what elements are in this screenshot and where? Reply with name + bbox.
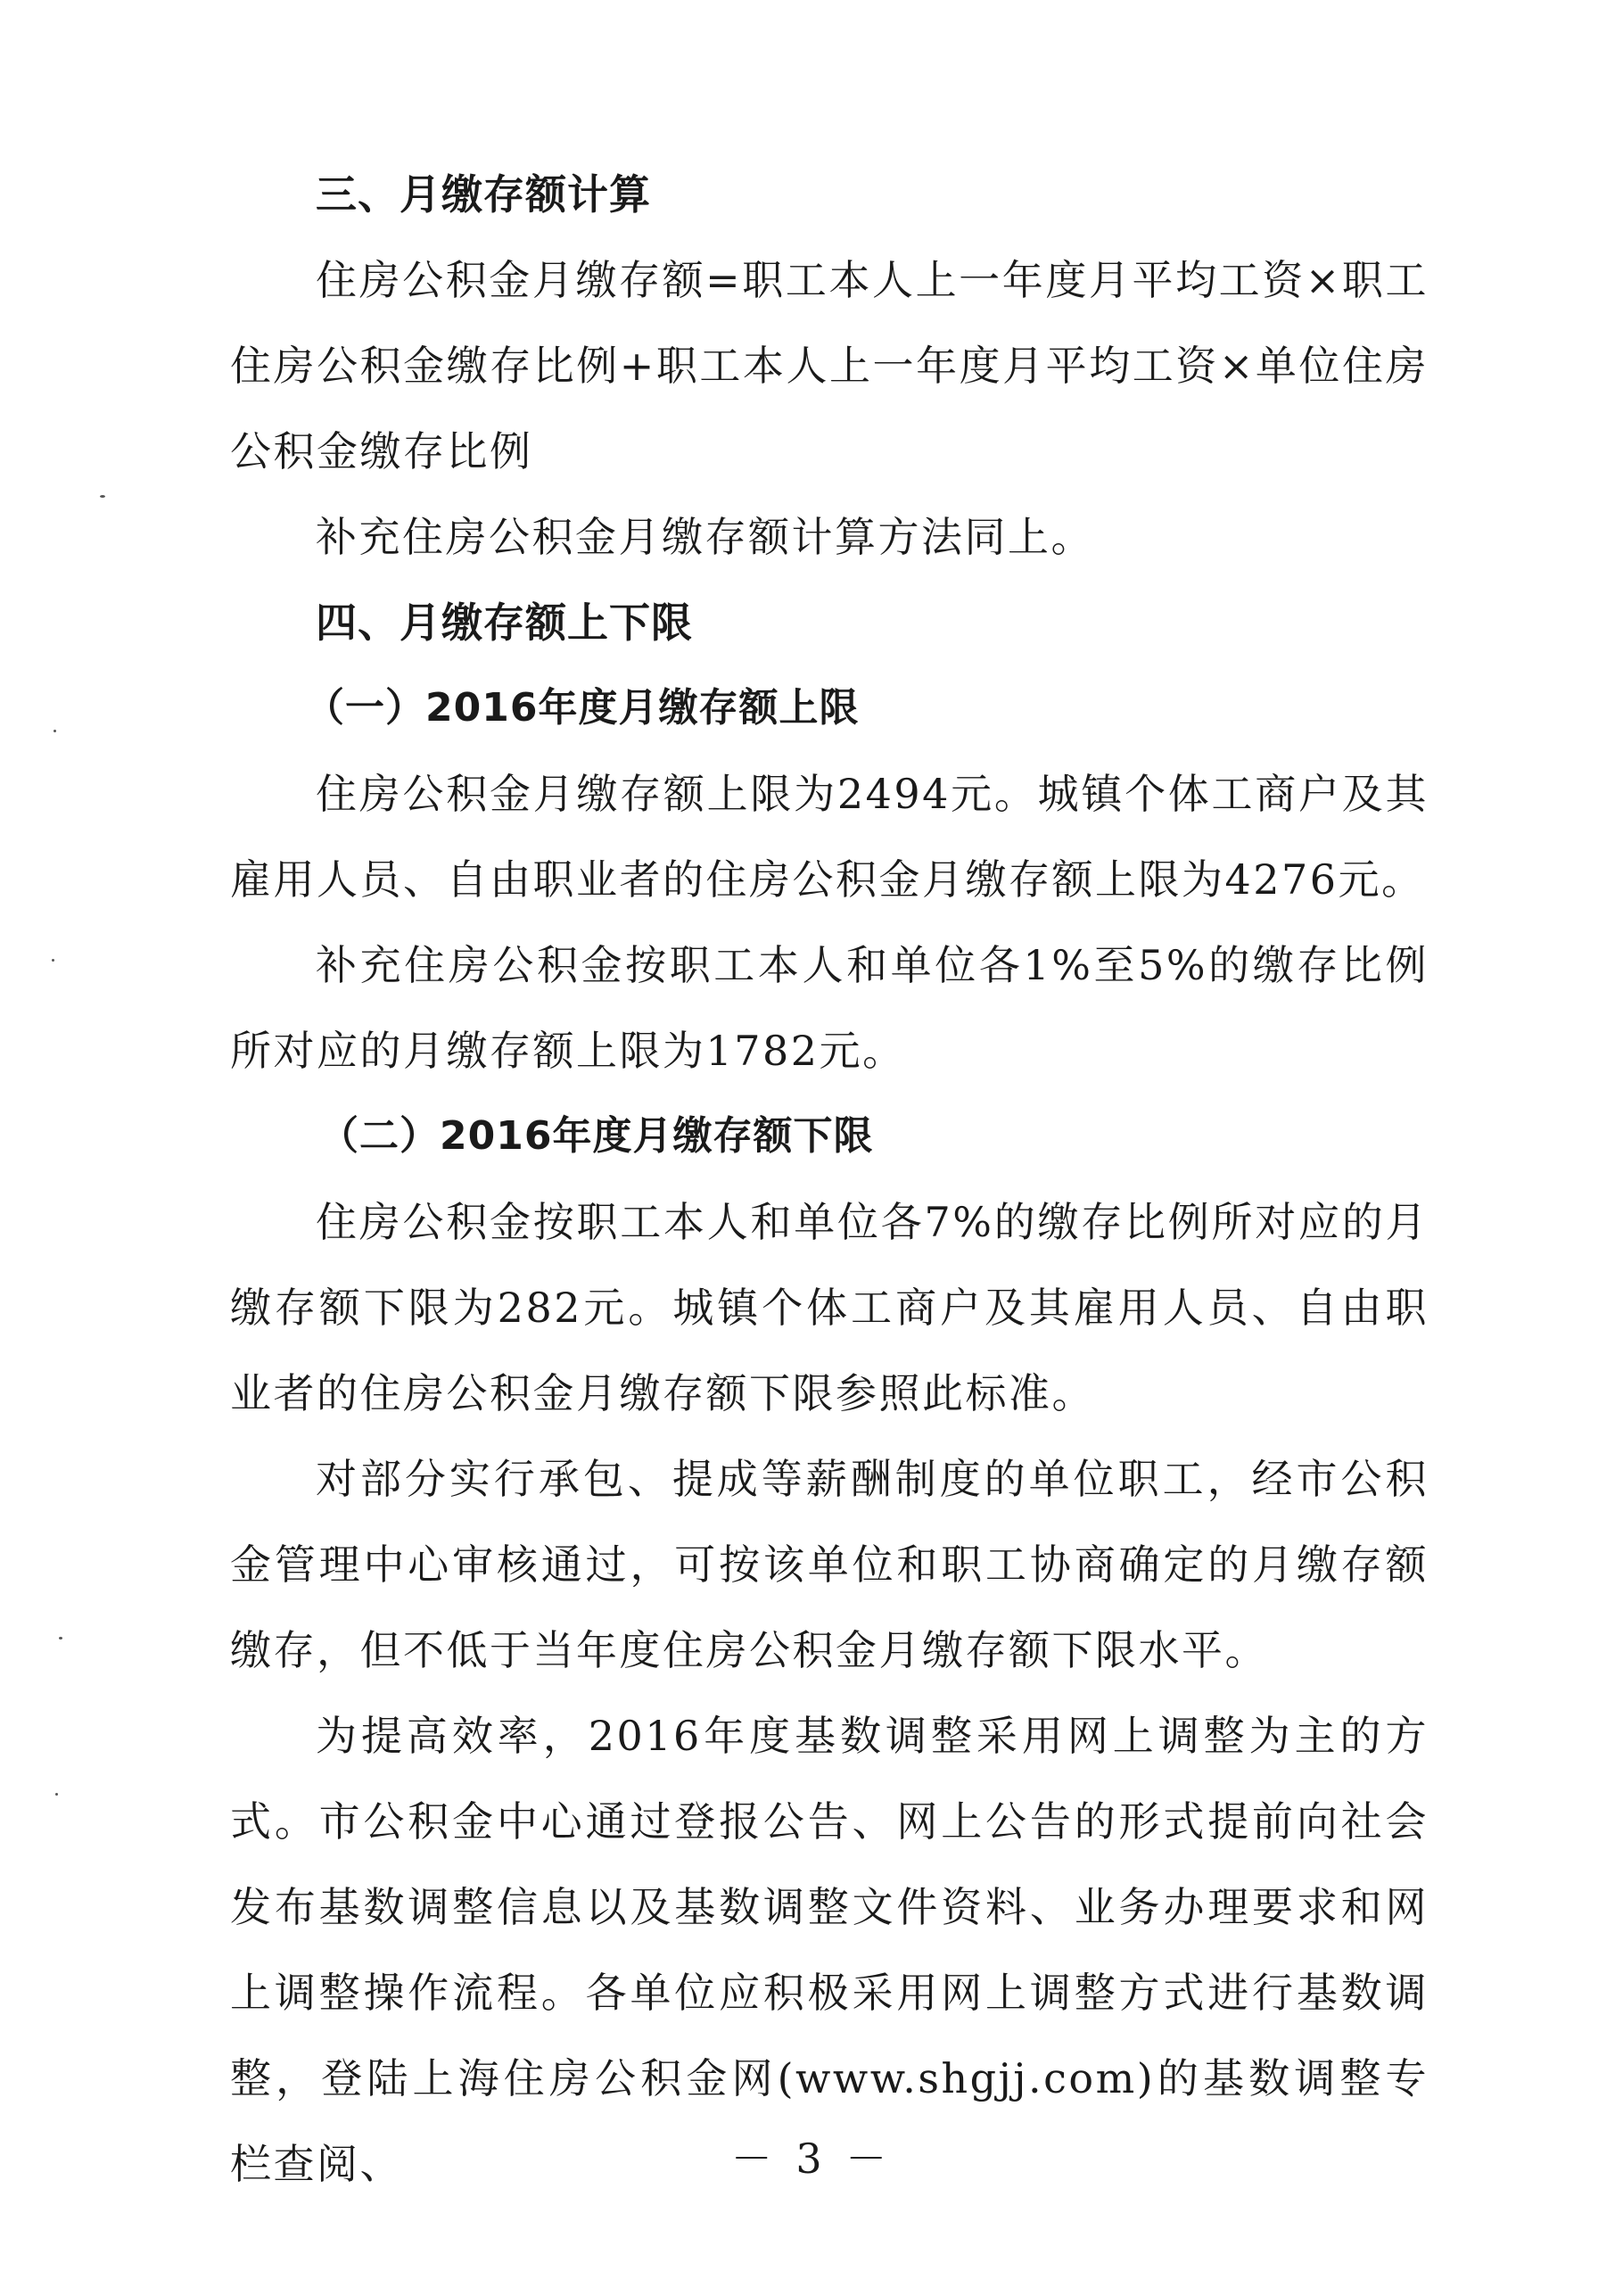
- document-body: [230, 152, 1429, 2207]
- paragraph: 住房公积金月缴存额=职工本人上一年度月平均工资×职工住房公积金缴存比例+职工本人上一年度月平均工资×单位住房公积金缴存比例: [230, 256, 1429, 475]
- page-number: － 3 －: [730, 2135, 893, 2183]
- paragraph: 住房公积金月缴存额上限为2494元。城镇个体工商户及其雇用人员、自由职业者的住房公积金月缴存额上限为4276元。: [230, 770, 1429, 904]
- subsection-heading-lower-limit: （二）2016年度月缴存额下限: [319, 1113, 874, 1159]
- section-heading-4: 四、月缴存额上下限: [316, 599, 693, 647]
- paragraph: 为提高效率，2016年度基数调整采用网上调整为主的方式。市公积金中心通过登报公告、网上公告的形式提前向社会发布基数调整信息以及基数调整文件资料、业务办理要求和网上调整操作流程。各单位应积极采用网上调整方式进行基数调整，登陆上海住房公积金网(www.shgjj.com)的基数调整专栏查阅、: [230, 1712, 1429, 2188]
- paragraph: 补充住房公积金月缴存额计算方法同上。: [316, 513, 1094, 561]
- paragraph: 对部分实行承包、提成等薪酬制度的单位职工，经市公积金管理中心审核通过，可按该单位和职工协商确定的月缴存额缴存，但不低于当年度住房公积金月缴存额下限水平。: [230, 1455, 1429, 1674]
- scan-speck: [55, 1793, 58, 1796]
- paragraph: 住房公积金按职工本人和单位各7%的缴存比例所对应的月缴存额下限为282元。城镇个体工商户及其雇用人员、自由职业者的住房公积金月缴存额下限参照此标准。: [230, 1198, 1429, 1417]
- section-heading-3: 三、月缴存额计算: [316, 170, 651, 219]
- paragraph: 补充住房公积金按职工本人和单位各1%至5%的缴存比例所对应的月缴存额上限为1782元。: [230, 941, 1429, 1075]
- subsection-heading-upper-limit: （一）2016年度月缴存额上限: [305, 685, 860, 731]
- scan-speck: [54, 730, 56, 732]
- scan-speck: [52, 959, 54, 962]
- scan-speck: [59, 1637, 62, 1639]
- scan-speck: [100, 495, 105, 498]
